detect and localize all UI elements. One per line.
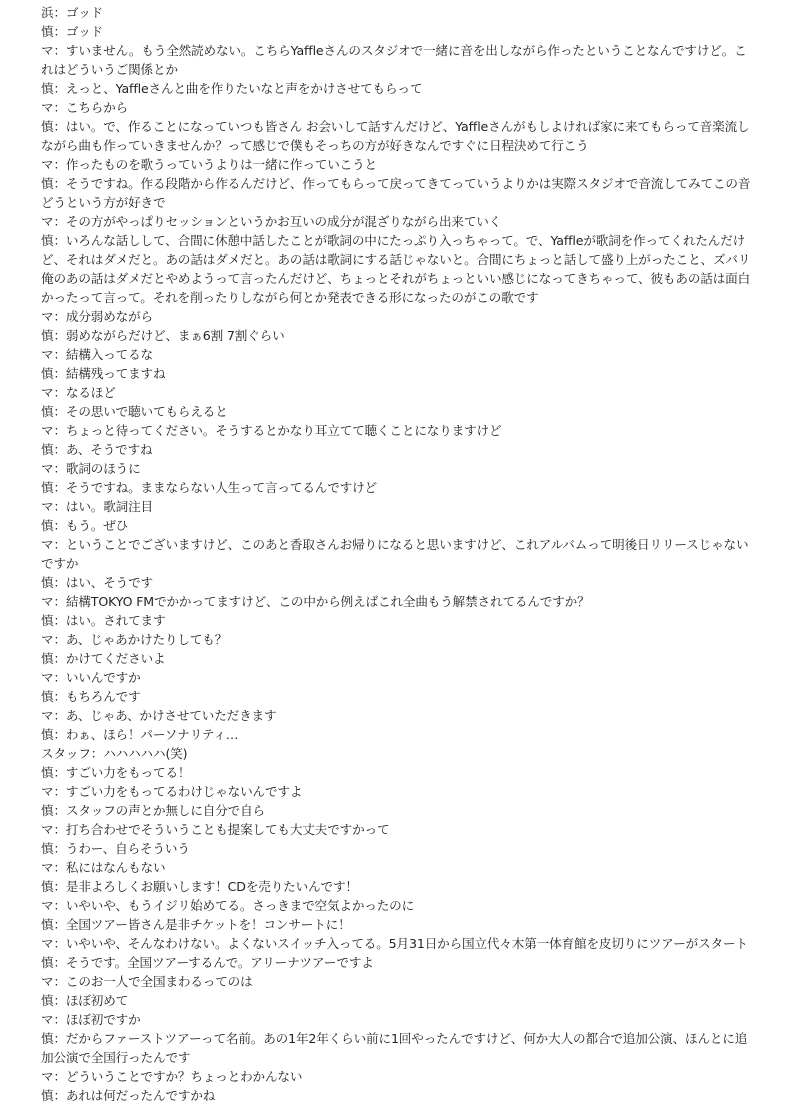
transcript [41, 3, 759, 1105]
transcript-line: 慎：そうですね。作る段階から作るんだけど、作ってもらって戻ってきてっていうよりかは実際スタジオで音流してみてこの音どうという方が好きで [41, 176, 751, 210]
transcript-line: マ：はい。歌詞注目 [41, 499, 153, 514]
transcript-line: マ：なるほど [41, 385, 116, 400]
transcript-line: マ：ちょっと待ってください。そうするとかなり耳立てて聴くことになりますけど [41, 423, 502, 438]
transcript-line: マ：どういうことですか？ちょっとわかんない [41, 1069, 303, 1084]
transcript-line: 慎：そうですね。ままならない人生って言ってるんですけど [41, 480, 377, 495]
transcript-line: マ：結構TOKYO FMでかかってますけど、この中から例えばこれ全曲もう解禁されてるんですか？ [41, 594, 590, 609]
transcript-line: 慎：結構残ってますね [41, 366, 166, 381]
transcript-line: 慎：はい。で、作ることになっていつも皆さん お会いして話すんだけど、Yaffleさんがもしよければ家に来てもらって音楽流しながら曲も作っていきませんか？って感じで僕もそっちの方が好きなんですぐに日程決めて行こう [41, 119, 750, 153]
transcript-line: マ：成分弱めながら [41, 309, 153, 324]
transcript-line: マ：作ったものを歌うっていうよりは一緒に作っていこうと [41, 157, 377, 172]
transcript-line: マ：あ、じゃあかけたりしても？ [41, 632, 228, 647]
transcript-line: 慎：もう。ぜひ [41, 518, 129, 533]
transcript-line: マ：いやいや、もうイジリ始めてる。さっきまで空気よかったのに [41, 898, 415, 913]
transcript-line: マ：いやいや、そんなわけない。よくないスイッチ入ってる。5月31日から国立代々木第一体育館を皮切りにツアーがスタート [41, 936, 748, 951]
transcript-line: 慎：だからファーストツアーって名前。あの1年2年くらい前に1回やったんですけど、何か大人の都合で追加公演、ほんとに追加公演で全国行ったんです [41, 1031, 748, 1065]
transcript-line: 慎：かけてくださいよ [41, 651, 166, 666]
transcript-line: 慎：えっと、Yaffleさんと曲を作りたいなと声をかけさせてもらって [41, 81, 423, 96]
transcript-line: マ：結構入ってるな [41, 347, 153, 362]
transcript-line: マ：私にはなんもない [41, 860, 166, 875]
transcript-line: マ：このお一人で全国まわるってのは [41, 974, 253, 989]
transcript-line: 慎：スタッフの声とか無しに自分で自ら [41, 803, 265, 818]
transcript-line: 慎：はい。されてます [41, 613, 166, 628]
transcript-line: スタッフ：ハハハハハ(笑) [41, 746, 188, 761]
transcript-line: マ：いいんですか [41, 670, 141, 685]
transcript-line: 慎：是非よろしくお願いします！CDを売りたいんです！ [41, 879, 358, 894]
transcript-line: 慎：ゴッド [41, 24, 103, 39]
transcript-line: 慎：全国ツアー皆さん是非チケットを！コンサートに！ [41, 917, 351, 932]
transcript-line: マ：こちらから [41, 100, 129, 115]
transcript-line: マ：ほぼ初ですか [41, 1012, 141, 1027]
transcript-line: マ：打ち合わせでそういうことも提案しても大丈夫ですかって [41, 822, 390, 837]
transcript-line: マ：その方がやっぱりセッションというかお互いの成分が混ざりながら出来ていく [41, 214, 502, 229]
transcript-line: 慎：あれは何だったんですかね [41, 1088, 216, 1103]
transcript-line: マ：歌詞のほうに [41, 461, 141, 476]
transcript-line: 慎：うわー、自らそういう [41, 841, 190, 856]
transcript-line: 慎：そうです。全国ツアーするんで。アリーナツアーですよ [41, 955, 374, 970]
transcript-line: 慎：すごい力をもってる！ [41, 765, 191, 780]
transcript-line: 慎：その思いで聴いてもらえると [41, 404, 228, 419]
transcript-line: 慎：わぁ、ほら！パーソナリティ… [41, 727, 239, 742]
transcript-line: マ：すごい力をもってるわけじゃないんですよ [41, 784, 303, 799]
transcript-line: 慎：はい、そうです [41, 575, 153, 590]
transcript-line: マ：ということでございますけど、このあと香取さんお帰りになると思いますけど、これアルバムって明後日リリースじゃないですか [41, 537, 749, 571]
transcript-line: 慎：いろんな話しして、合間に休憩中話したことが歌詞の中にたっぷり入っちゃって。で、Yaffleが歌詞を作ってくれたんだけど、それはダメだと。あの話はダメだと。あの話は歌詞にする話じゃないと。合間にちょっと話して盛り上がったこと、ズバリ俺のあの話はダメだとやめようって言ったんだけど、ちょっとそれがちょっといい感じになってきちゃって、彼もあの話は面白かったって言って。それを削ったりしながら何とか発表できる形になったのがこの歌です [41, 233, 751, 305]
transcript-line: 慎：もちろんです [41, 689, 141, 704]
transcript-line: 慎：あ、そうですね [41, 442, 153, 457]
transcript-line: 慎：弱めながらだけど、まぁ6割 7割ぐらい [41, 328, 285, 343]
transcript-line: マ：すいません。もう全然読めない。こちらYaffleさんのスタジオで一緒に音を出しながら作ったということなんですけど。これはどういうご関係とか [41, 43, 747, 77]
transcript-line: 浜：ゴッド [41, 5, 103, 20]
transcript-line: マ：あ、じゃあ、かけさせていただきます [41, 708, 277, 723]
transcript-line: 慎：ほぼ初めて [41, 993, 129, 1008]
